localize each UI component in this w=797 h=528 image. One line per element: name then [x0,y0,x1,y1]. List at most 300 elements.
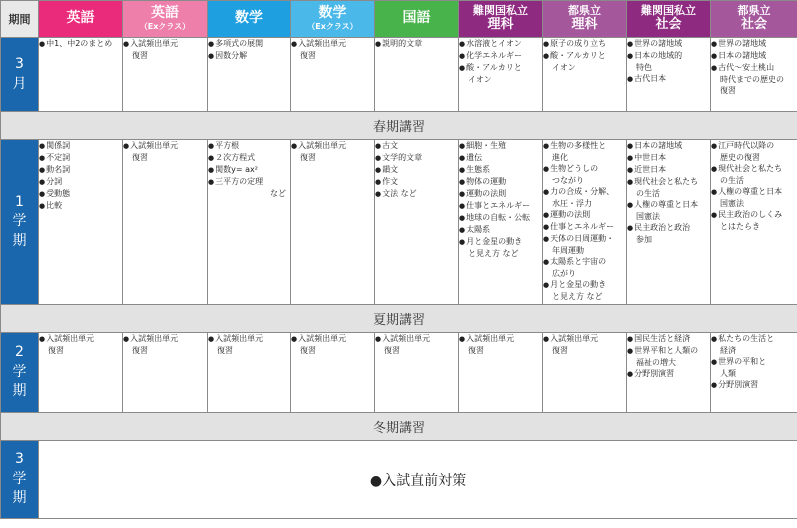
list-item-text: の生活 [636,189,660,198]
subject-header-science-elite: 難関国私立 理科 [459,1,543,38]
subject-header-math: 数学 [208,1,291,38]
bullet-icon: ● [543,211,550,219]
list-item [627,234,710,245]
bullet-icon: ● [627,178,634,186]
bullet-icon: ● [543,223,550,231]
list-item [711,221,797,232]
list-item-text: 広がり [552,269,576,278]
list-item-text: 不定詞 [46,153,71,162]
list-item-text: 中世日本 [634,153,667,162]
list-item-text: 民主政治と政治 [634,223,691,232]
row-march [1,38,797,112]
bullet-icon: ● [627,52,634,60]
cell-term2-8 [711,333,797,413]
list-item-text: 入試頻出単元 [550,334,599,343]
bullet-icon: ● [459,178,466,186]
bullet-icon: ● [459,226,466,234]
list-item-text: 関数y= ax² [215,165,258,174]
list-item [627,62,710,73]
list-item-text: 復習 [300,51,316,60]
list-item-text: ２次方程式 [215,153,256,162]
list-item-text: 特色 [636,63,652,72]
list-item [711,74,797,85]
list-item-text: 人類 [720,369,736,378]
subject-header-social-elite: 難関国私立 社会 [627,1,711,38]
cell-item-list [123,38,207,61]
bullet-icon: ● [39,40,46,48]
row-winter-course [1,413,797,441]
bullet-icon: ● [208,154,215,162]
cell-march-7 [627,38,711,112]
list-item [39,164,122,176]
list-item-text: 人権の尊重と日本 [634,200,699,209]
bullet-icon: ● [123,142,130,150]
list-item [123,345,207,356]
list-item [711,62,797,74]
list-item-text: 人権の尊重と日本 [718,187,783,196]
cell-term1-3 [291,140,375,305]
subject-header-english-ex: 英語 （Exクラス） [123,1,208,38]
list-item [459,248,542,259]
bullet-icon: ● [627,224,634,232]
list-item-text: 説明的文章 [382,39,423,48]
list-item [375,140,458,152]
list-item [543,233,626,245]
bullet-icon: ● [711,52,718,60]
header-row [1,1,797,38]
list-item-text: 復習 [132,51,148,60]
list-item [627,211,710,222]
bullet-icon: ● [459,40,466,48]
list-item-text: 分野別演習 [634,369,675,378]
list-item-text: 私たちの生活と [718,334,775,343]
list-item-text: 復習 [217,346,233,355]
list-item [627,73,710,85]
list-item [711,152,797,163]
list-item-text: 分詞 [46,177,63,186]
list-item [459,345,542,356]
list-item [375,345,458,356]
list-item [627,164,710,176]
list-item [627,199,710,211]
list-item-text: 生物どうしの [550,164,599,173]
bullet-icon: ● [375,190,382,198]
list-item [291,345,374,356]
list-item [543,198,626,209]
cell-march-8 [711,38,797,112]
list-item-text: 太陽系と宇宙の [550,257,607,266]
list-item-text: 古代～安土桃山 [718,63,775,72]
list-item [711,38,797,50]
cell-march-2 [208,38,291,112]
list-item [39,188,122,200]
list-item [123,333,207,345]
list-item [543,163,626,175]
list-item [543,345,626,356]
list-item [711,333,797,345]
cell-item-list [459,140,542,259]
bullet-icon: ● [39,178,46,186]
list-item-text: 進化 [552,153,568,162]
list-item [459,176,542,188]
list-item-text: 韻文 [382,165,399,174]
list-item [459,50,542,62]
bullet-icon: ● [459,335,466,343]
list-item-text: 入試頻出単元 [130,39,179,48]
list-item-text: 原子の成り立ち [550,39,607,48]
period-label-term1: 1 学 期 [1,140,39,305]
list-item-text: 復習 [300,346,316,355]
list-item-text: 世界の諸地域 [718,39,767,48]
bullet-icon: ● [375,154,382,162]
list-item-text: 世界の諸地域 [634,39,683,48]
cell-term1-4 [375,140,459,305]
cell-march-4 [375,38,459,112]
list-item [627,140,710,152]
list-item [627,222,710,234]
list-item [711,379,797,391]
list-item [39,140,122,152]
bullet-icon: ● [123,335,130,343]
list-item [459,164,542,176]
bullet-icon: ● [459,64,466,72]
list-item [543,38,626,50]
exam-prep-cell: ●入試直前対策 [39,441,797,519]
bullet-icon: ● [543,40,550,48]
cell-item-list [711,140,797,232]
cell-item-list [123,140,207,163]
bullet-icon: ● [711,358,718,366]
list-item-text: 運動の法則 [550,210,591,219]
list-item [208,176,290,188]
list-item [543,186,626,198]
list-item-text: 経済 [720,346,736,355]
list-item-text: 物体の運動 [466,177,507,186]
list-item [375,152,458,164]
cell-item-list [711,333,797,391]
list-item [711,345,797,356]
list-item-text: 入試頻出単元 [298,334,347,343]
list-item [39,333,122,345]
bullet-icon: ● [459,154,466,162]
bullet-icon: ● [627,75,634,83]
cell-term1-0 [39,140,123,305]
list-item [543,333,626,345]
cell-item-list [459,333,542,356]
list-item [711,368,797,379]
list-item-text: 日本の諸地域 [718,51,767,60]
bullet-icon: ● [627,142,634,150]
list-item-text: 月と金星の動き [550,280,607,289]
list-item-text: イオン [552,63,576,72]
list-item [711,140,797,152]
cell-item-list [291,333,374,356]
list-item-text: 受動態 [46,189,71,198]
period-label-march: 3 月 [1,38,39,112]
cell-item-list [208,333,290,356]
summer-course-label: 夏期講習 [1,305,797,333]
list-item-text: 復習 [720,86,736,95]
list-item [627,176,710,188]
cell-term1-8 [711,140,797,305]
list-item [123,38,207,50]
list-item-text: 江戸時代以降の [718,141,775,150]
subject-header-japanese: 国語 [375,1,459,38]
bullet-icon: ● [291,335,298,343]
bullet-icon: ● [459,190,466,198]
list-item [459,38,542,50]
list-item [711,175,797,186]
list-item [543,268,626,279]
cell-item-list [291,140,374,163]
list-item-text: 水圧・浮力 [552,199,592,208]
bullet-icon: ● [459,238,466,246]
bullet-icon: ● [39,166,46,174]
list-item-text: つながり [552,176,584,185]
list-item-text: 世界平和と人類の [634,346,699,355]
bullet-icon: ● [711,335,718,343]
list-item [543,221,626,233]
list-item-text: 入試頻出単元 [46,334,95,343]
list-item [627,368,710,380]
list-item-text: 入試頻出単元 [298,141,347,150]
list-item [543,140,626,152]
period-label-term2: 2 学 期 [1,333,39,413]
cell-term1-7 [627,140,711,305]
list-item [459,62,542,74]
cell-item-list [39,333,122,356]
list-item-text: 天体の日周運動・ [550,234,615,243]
list-item [543,152,626,163]
list-item [459,188,542,200]
period-label-term3: 3 学 期 [1,441,39,519]
bullet-icon: ● [711,64,718,72]
bullet-icon: ● [711,40,718,48]
list-item [711,198,797,209]
list-item-text: 参加 [636,235,652,244]
list-item [291,152,374,163]
list-item [291,38,374,50]
list-item [459,333,542,345]
list-item [375,176,458,188]
winter-course-label: 冬期講習 [1,413,797,441]
bullet-icon: ● [543,235,550,243]
cell-item-list [123,333,207,356]
cell-term2-1 [123,333,208,413]
bullet-icon: ● [459,214,466,222]
list-item-text: 生態系 [466,165,491,174]
list-item-text: 古代日本 [634,74,667,83]
bullet-icon: ● [39,154,46,162]
list-item-text: 文法 など [382,189,417,198]
bullet-icon: ● [39,190,46,198]
list-item-text: 入試頻出単元 [130,141,179,150]
subject-header-english: 英語 [39,1,123,38]
list-item-text: 入試頻出単元 [215,334,264,343]
cell-item-list [711,38,797,96]
list-item [627,357,710,368]
list-item-text: 日本の諸地域 [634,141,683,150]
bullet-icon: ● [208,142,215,150]
bullet-icon: ● [375,178,382,186]
bullet-icon: ● [543,258,550,266]
list-item [208,164,290,176]
list-item-text: 復習 [48,346,64,355]
list-item [208,345,290,356]
list-item-text: 時代までの歴史の [720,75,784,84]
cell-item-list [208,140,290,188]
list-item-text: 復習 [132,346,148,355]
list-item-text: 文学的文章 [382,153,423,162]
cell-item-list [627,333,710,380]
list-item-text: 動名詞 [46,165,71,174]
cell-term1-1 [123,140,208,305]
list-item-text: 化学エネルギー [466,51,523,60]
list-item-text: 酸・アルカリと [466,63,522,72]
list-item-text: イオン [468,75,492,84]
bullet-icon: ● [39,335,46,343]
cell-march-5 [459,38,543,112]
list-item [208,152,290,164]
list-item [543,245,626,256]
cell-item-list [459,38,542,85]
list-item-text: 現代社会と私たち [634,177,699,186]
list-item [711,163,797,175]
list-item-text: 国憲法 [636,212,660,221]
list-item-text: 年周運動 [552,246,584,255]
list-item-text: 因数分解 [215,51,248,60]
cell-item-list [39,140,122,212]
list-item [459,236,542,248]
list-item [711,356,797,368]
list-item [459,140,542,152]
bullet-icon: ● [208,335,215,343]
list-item-text: 月と金星の動き [466,237,523,246]
list-item [543,175,626,186]
spring-course-label: 春期講習 [1,112,797,140]
row-term1 [1,140,797,305]
list-item [543,62,626,73]
cell-item-list [375,38,458,50]
period-header: 期間 [1,1,39,38]
subject-header-science-public: 都県立 理科 [543,1,627,38]
cell-item-list [627,38,710,85]
list-item-text: 仕事とエネルギー [466,201,531,210]
list-item-text: 力の合成・分解、 [550,187,615,196]
list-item [39,200,122,212]
list-item [375,164,458,176]
list-item [543,209,626,221]
bullet-icon: ● [711,142,718,150]
bullet-icon: ● [39,142,46,150]
list-item [123,140,207,152]
list-item-text: 入試頻出単元 [466,334,515,343]
bullet-icon: ● [711,188,718,196]
cell-march-3 [291,38,375,112]
list-item-text: 関係詞 [46,141,71,150]
cell-item-list [543,38,626,73]
bullet-icon: ● [627,201,634,209]
list-item-text: 三平方の定理 [215,177,264,186]
list-item-text: 酸・アルカリと [550,51,606,60]
bullet-icon: ● [291,40,298,48]
cell-march-1 [123,38,208,112]
list-item [627,152,710,164]
list-item-text: 入試頻出単元 [382,334,431,343]
list-item-text: の生活 [720,176,744,185]
list-item [208,38,290,50]
list-item [543,256,626,268]
cell-term1-5 [459,140,543,305]
bullet-icon: ● [375,335,382,343]
list-item-text: 国憲法 [720,199,744,208]
bullet-icon: ● [375,142,382,150]
list-item-text: 入試頻出単元 [298,39,347,48]
list-item-text: 復習 [468,346,484,355]
bullet-icon: ● [459,142,466,150]
list-item [39,152,122,164]
subject-header-social-public: 都県立 社会 [711,1,797,38]
bullet-icon: ● [711,211,718,219]
list-item-text: 民主政治のしくみ [718,210,783,219]
cell-term1-6 [543,140,627,305]
list-item-text: 復習 [132,153,148,162]
list-item-text: と見え方 など [552,292,603,301]
list-item-text: 地球の自転・公転 [466,213,531,222]
list-item-text: と見え方 など [468,249,519,258]
list-item [459,212,542,224]
list-item-text: とはたらき [720,222,760,231]
list-item [459,152,542,164]
list-item [291,333,374,345]
cell-term2-3 [291,333,375,413]
cell-item-list [543,140,626,302]
bullet-icon: ● [543,52,550,60]
cell-item-list [39,38,122,50]
bullet-icon: ● [459,166,466,174]
list-item-text: 近世日本 [634,165,667,174]
cell-term1-2 [208,140,291,305]
list-item-text: 比較 [46,201,63,210]
row-summer-course [1,305,797,333]
list-item [375,38,458,50]
list-item [459,224,542,236]
list-item [627,50,710,62]
list-item-text: 太陽系 [466,225,491,234]
bullet-icon: ● [39,202,46,210]
list-item [459,74,542,85]
list-item [291,140,374,152]
list-item [39,345,122,356]
bullet-icon: ● [375,166,382,174]
bullet-icon: ● [627,40,634,48]
list-item [543,291,626,302]
list-item-text: 生物の多様性と [550,141,607,150]
row-term3 [1,441,797,519]
list-item [543,279,626,291]
bullet-icon: ● [627,347,634,355]
bullet-icon: ● [627,335,634,343]
list-item-text: 現代社会と私たち [718,164,783,173]
bullet-icon: ● [627,154,634,162]
list-item-text: 国民生活と経済 [634,334,691,343]
list-item-text: 世界の平和と [718,357,767,366]
list-item-text: 歴史の復習 [720,153,760,162]
list-item [459,200,542,212]
list-item [123,50,207,61]
cell-term2-5 [459,333,543,413]
list-item [208,333,290,345]
